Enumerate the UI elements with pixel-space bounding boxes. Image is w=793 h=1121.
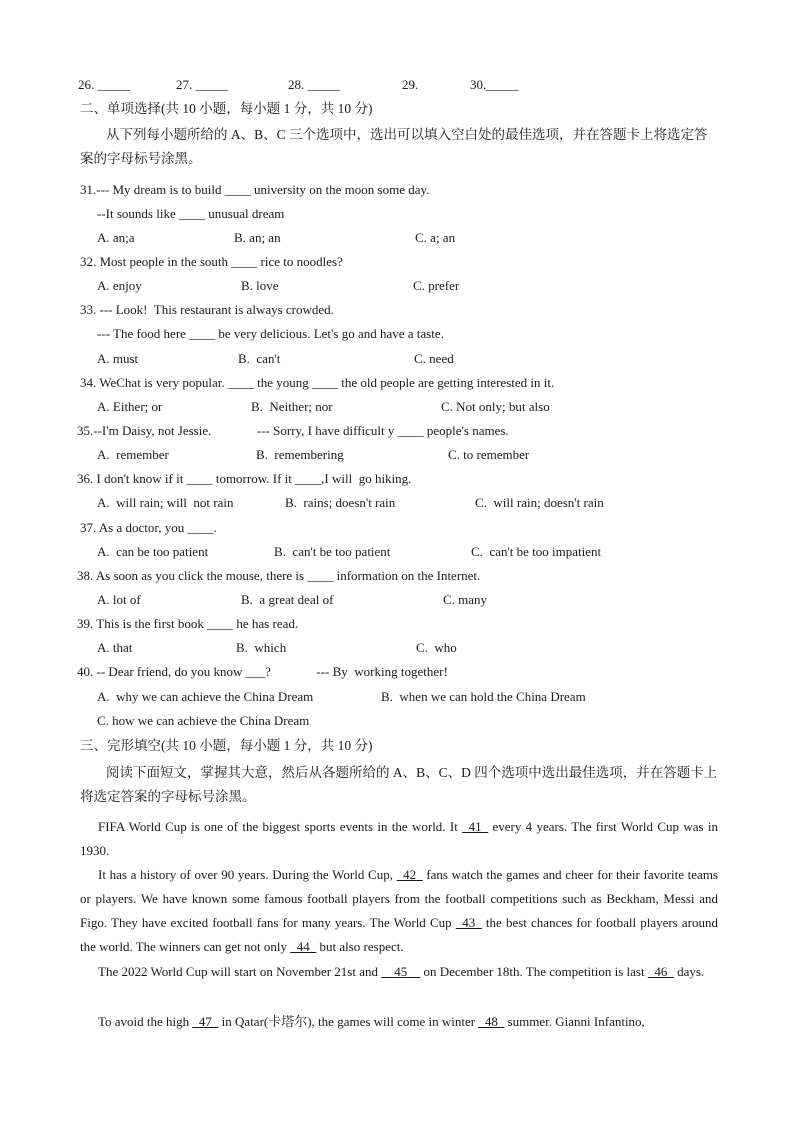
question-36-stem: 36. I don't know if it ____ tomorrow. If it ____,I will go hiking.	[77, 471, 412, 486]
passage-paragraph-3: The 2022 World Cup will start on November 21st and __45__ on December 18th. The competition is last _46_ days.	[98, 964, 705, 979]
question-32-option-a: A. enjoy	[97, 278, 142, 293]
blank-44: _44_	[290, 939, 317, 954]
question-31-reply: --It sounds like ____ unusual dream	[97, 206, 285, 221]
question-35-option-c: C. to remember	[448, 447, 530, 462]
question-34-option-b: B. Neither; nor	[251, 399, 333, 414]
passage-paragraph-1: FIFA World Cup is one of the biggest sports events in the world. It _41_ every 4 years. The first World Cup was in 1930.	[80, 819, 718, 858]
question-31-option-b: B. an; an	[234, 230, 281, 245]
question-39-option-a: A. that	[97, 640, 133, 655]
answer-blank-26: 26. _____	[78, 77, 130, 92]
question-40-option-c: C. how we can achieve the China Dream	[97, 713, 310, 728]
question-33-option-b: B. can't	[238, 351, 281, 366]
question-40-option-b: B. when we can hold the China Dream	[381, 689, 586, 704]
question-37-stem: 37. As a doctor, you ____.	[80, 520, 217, 535]
passage-paragraph-4: To avoid the high _47_ in Qatar(卡塔尔), the games will come in winter _48_ summer. Gianni Infantino,	[98, 1014, 645, 1029]
answer-blank-28: 28. _____	[288, 77, 340, 92]
answer-blank-27: 27. _____	[176, 77, 228, 92]
question-33-option-c: C. need	[414, 351, 454, 366]
question-37-option-b: B. can't be too patient	[274, 544, 391, 559]
question-39-option-b: B. which	[236, 640, 287, 655]
section3-heading: 三、完形填空(共 10 小题，每小题 1 分，共 10 分)	[80, 738, 373, 753]
question-38-option-b: B. a great deal of	[241, 592, 334, 607]
question-34-option-a: A. Either; or	[97, 399, 163, 414]
question-33-reply: --- The food here ____ be very delicious. Let's go and have a taste.	[97, 326, 444, 341]
question-32-option-c: C. prefer	[413, 278, 460, 293]
blank-43: _43_	[455, 915, 482, 930]
question-35-option-b: B. remembering	[256, 447, 344, 462]
blank-48: _48_	[478, 1014, 505, 1029]
question-33-option-a: A. must	[97, 351, 139, 366]
question-32-option-b: B. love	[241, 278, 279, 293]
question-39-stem: 39. This is the first book ____ he has read.	[77, 616, 299, 631]
question-34-stem: 34. WeChat is very popular. ____ the young ____ the old people are getting interested in it.	[80, 375, 555, 390]
section2-heading: 二、单项选择(共 10 小题，每小题 1 分，共 10 分)	[80, 101, 373, 116]
question-40-stem: 40. -- Dear friend, do you know ___? --- By working together!	[77, 664, 448, 679]
question-40-option-a: A. why we can achieve the China Dream	[97, 689, 314, 704]
question-33-stem: 33. --- Look! This restaurant is always crowded.	[80, 302, 334, 317]
question-35-option-a: A. remember	[97, 447, 169, 462]
blank-41: _41_	[462, 819, 489, 834]
blank-47: _47_	[192, 1014, 219, 1029]
question-36-option-c: C. will rain; doesn't rain	[475, 495, 604, 510]
question-38-option-c: C. many	[443, 592, 488, 607]
blank-42: _42_	[396, 867, 423, 882]
question-36-option-a: A. will rain; will not rain	[97, 495, 234, 510]
question-31-stem: 31.--- My dream is to build ____ university on the moon some day.	[80, 182, 430, 197]
question-36-option-b: B. rains; doesn't rain	[285, 495, 396, 510]
question-31-option-c: C. a; an	[415, 230, 456, 245]
question-34-option-c: C. Not only; but also	[441, 399, 550, 414]
question-32-stem: 32. Most people in the south ____ rice to noodles?	[80, 254, 343, 269]
section2-instruction: 从下列每小题所给的 A、B、C 三个选项中，选出可以填入空白处的最佳选项，并在答题卡上将选定答案的字母标号涂黑。	[80, 127, 708, 166]
question-38-option-a: A. lot of	[97, 592, 141, 607]
question-31-option-a: A. an;a	[97, 230, 135, 245]
blank-45: __45__	[381, 964, 421, 979]
section3-instruction: 阅读下面短文，掌握其大意，然后从各题所给的 A、B、C、D 四个选项中选出最佳选项，并在答题卡上将选定答案的字母标号涂黑。	[80, 765, 718, 804]
passage-paragraph-2: It has a history of over 90 years. During the World Cup, _42_ fans watch the games and cheer for their favorite teams or players. We have known some famous football players from the football competitions such as Beckham, Messi and Figo. They have excited football fans for many years. The World Cup _43_ the best chances for football players around the world. The winners can get not only _44_ but also respect.	[80, 867, 718, 954]
question-35-stem: 35.--I'm Daisy, not Jessie. --- Sorry, I have difficult y ____ people's names.	[77, 423, 509, 438]
blank-46: _46_	[647, 964, 674, 979]
question-39-option-c: C. who	[416, 640, 457, 655]
question-38-stem: 38. As soon as you click the mouse, there is ____ information on the Internet.	[77, 568, 481, 583]
question-37-option-a: A. can be too patient	[97, 544, 209, 559]
answer-blank-30: 30._____	[470, 77, 519, 92]
question-37-option-c: C. can't be too impatient	[471, 544, 602, 559]
answer-blank-29: 29.	[402, 77, 419, 92]
